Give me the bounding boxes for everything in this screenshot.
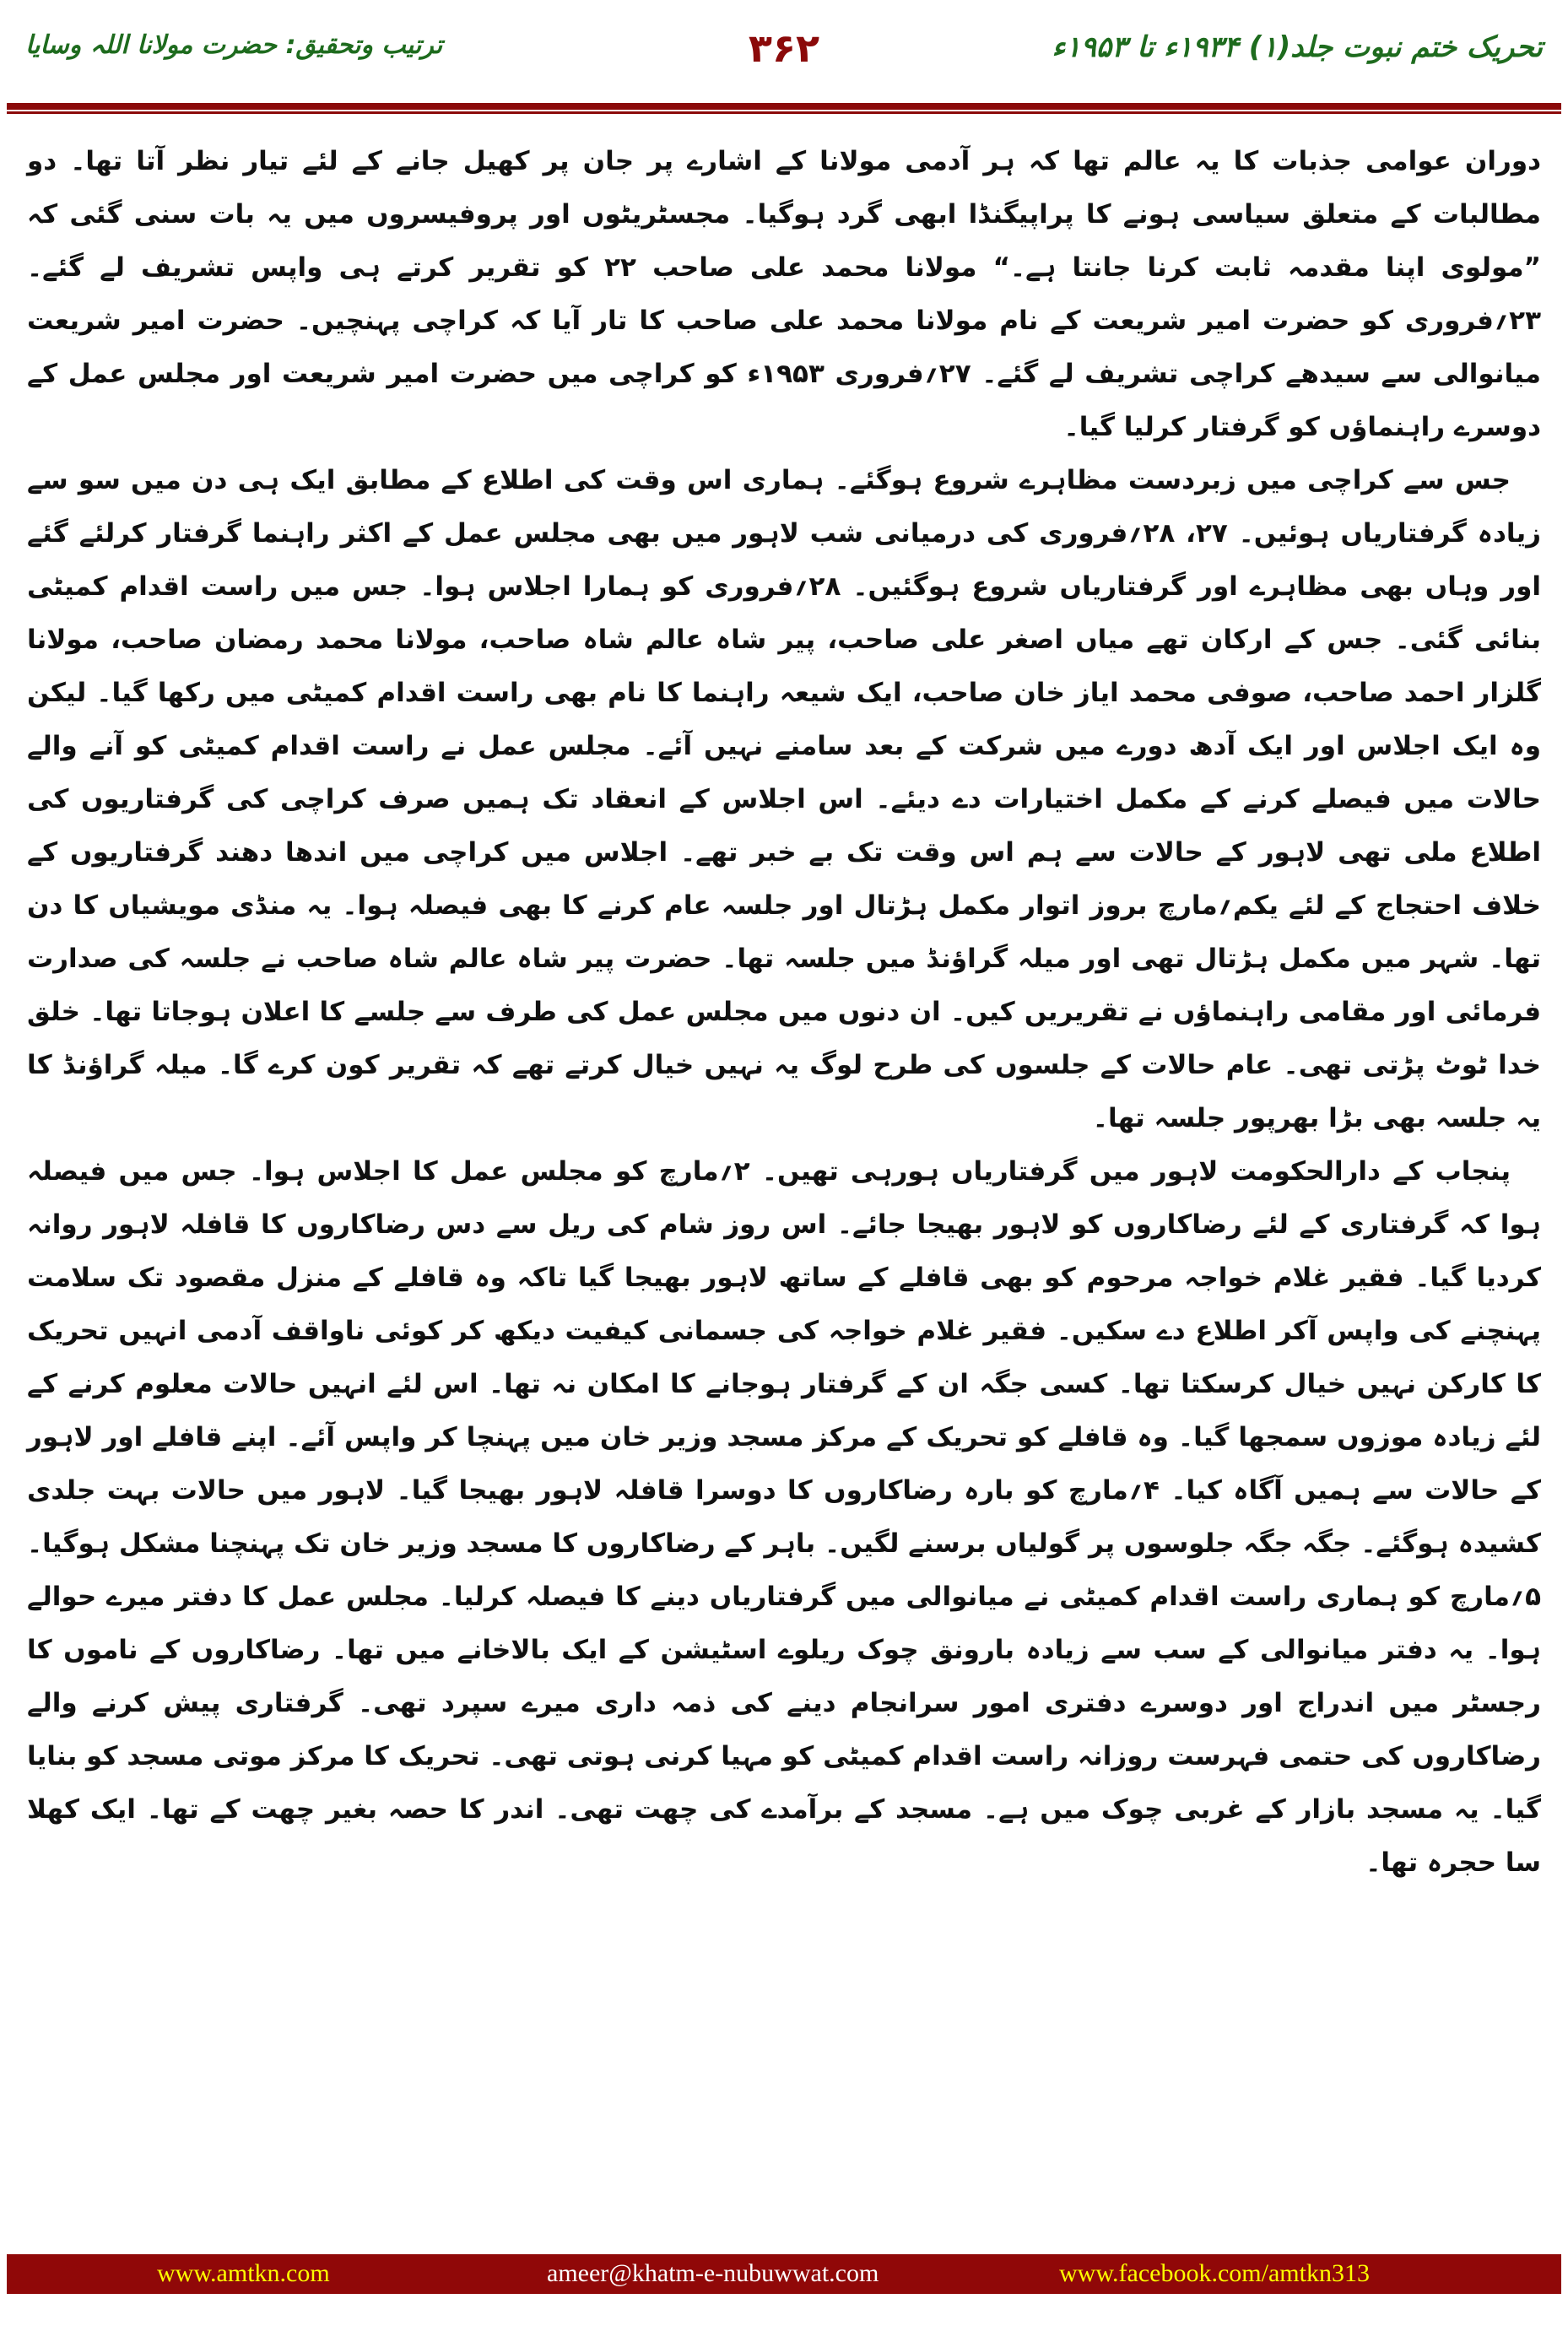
book-title: تحریک ختم نبوت جلد(۱) ۱۹۳۴ء تا ۱۹۵۳ء: [1052, 30, 1543, 64]
paragraph: جس سے کراچی میں زبردست مظاہرے شروع ہوگئے۔ ہماری اس وقت کی اطلاع کے مطابق ایک ہی دن میں سو سے زیادہ گرفتاریاں ہوئیں۔ ۲۷، ۲۸؍فروری کی درمیانی شب لاہور میں بھی مجلس عمل کے اکثر راہنما گرفتار کرلئے گئے اور وہاں بھی مظاہرے اور گرفتاریاں شروع ہوگئیں۔ ۲۸؍فروری کو ہمارا اجلاس ہوا۔ جس میں راست اقدام کمیٹی بنائی گئی۔ جس کے ارکان تھے میاں اصغر علی صاحب، پیر شاہ عالم شاہ صاحب، مولانا محمد رمضان صاحب، مولانا گلزار احمد صاحب، صوفی محمد ایاز خان صاحب، ایک شیعہ راہنما کا نام بھی راست اقدام کمیٹی میں رکھا گیا۔ لیکن وہ ایک اجلاس اور ایک آدھ دورے میں شرکت کے بعد سامنے نہیں آئے۔ مجلس عمل نے راست اقدام کمیٹی کو آنے والے حالات میں فیصلے کرنے کے مکمل اختیارات دے دیئے۔ اس اجلاس کے انعقاد تک ہمیں صرف کراچی کی گرفتاریوں کی اطلاع ملی تھی لاہور کے حالات سے ہم اس وقت تک بے خبر تھے۔ اجلاس میں کراچی میں اندھا دھند گرفتاریوں کے خلاف احتجاج کے لئے یکم؍مارچ بروز اتوار مکمل ہڑتال اور جلسہ عام کرنے کا بھی فیصلہ ہوا۔ یہ منڈی مویشیاں کا دن تھا۔ شہر میں مکمل ہڑتال تھی اور میلہ گراؤنڈ میں جلسہ تھا۔ حضرت پیر شاہ عالم شاہ صاحب نے جلسہ کی صدارت فرمائی اور مقامی راہنماؤں نے تقریریں کیں۔ ان دنوں میں مجلس عمل کی طرف سے جلسے کا اعلان ہوجاتا تھا۔ خلق خدا ٹوٹ پڑتی تھی۔ عام حالات کے جلسوں کی طرح لوگ یہ نہیں خیال کرتے تھے کہ تقریر کون کرے گا۔ میلہ گراؤنڈ کا یہ جلسہ بھی بڑا بھرپور جلسہ تھا۔: [27, 465, 1541, 1133]
compiler-credit: ترتیب وتحقیق: حضرت مولانا اللہ وسایا: [25, 30, 443, 60]
facebook-link[interactable]: www.facebook.com/amtkn313: [1059, 2259, 1370, 2287]
page-body: [27, 135, 1541, 1890]
page-number: ۳۶۲: [748, 25, 820, 71]
paragraph: پنجاب کے دارالحکومت لاہور میں گرفتاریاں ہورہی تھیں۔ ۲؍مارچ کو مجلس عمل کا اجلاس ہوا۔ جس میں فیصلہ ہوا کہ گرفتاری کے لئے رضاکاروں کو لاہور بھیجا جائے۔ اس روز شام کی ریل سے دس رضاکاروں کا قافلہ لاہور روانہ کردیا گیا۔ فقیر غلام خواجہ مرحوم کو بھی قافلے کے ساتھ لاہور بھیجا گیا تاکہ وہ قافلے کے منزل مقصود تک سلامت پہنچنے کی واپس آکر اطلاع دے سکیں۔ فقیر غلام خواجہ کی جسمانی کیفیت دیکھ کر کوئی ناواقف آدمی انہیں تحریک کا کارکن نہیں خیال کرسکتا تھا۔ کسی جگہ ان کے گرفتار ہوجانے کا امکان نہ تھا۔ اس لئے انہیں حالات معلوم کرنے کے لئے زیادہ موزوں سمجھا گیا۔ وہ قافلے کو تحریک کے مرکز مسجد وزیر خان میں پہنچا کر واپس آئے۔ اپنے قافلے اور لاہور کے حالات سے ہمیں آگاہ کیا۔ ۴؍مارچ کو بارہ رضاکاروں کا دوسرا قافلہ لاہور بھیجا گیا۔ لاہور میں حالات بہت جلدی کشیدہ ہوگئے۔ جگہ جگہ جلوسوں پر گولیاں برسنے لگیں۔ باہر کے رضاکاروں کا مسجد وزیر خان تک پہنچنا مشکل ہوگیا۔ ۵؍مارچ کو ہماری راست اقدام کمیٹی نے میانوالی میں گرفتاریاں دینے کا فیصلہ کرلیا۔ مجلس عمل کا دفتر میرے حوالے ہوا۔ یہ دفتر میانوالی کے سب سے زیادہ بارونق چوک ریلوے اسٹیشن کے ایک بالاخانے میں تھا۔ رضاکاروں کے ناموں کا رجسٹر میں اندراج اور دوسرے دفتری امور سرانجام دینے کی ذمہ داری میرے سپرد تھی۔ گرفتاری پیش کرنے والے رضاکاروں کی حتمی فہرست روزانہ راست اقدام کمیٹی کو مہیا کرنی ہوتی تھی۔ تحریک کا مرکز موتی مسجد کو بنایا گیا۔ یہ مسجد بازار کے غربی چوک میں ہے۔ مسجد کے برآمدے کی چھت تھی۔ اندر کا حصہ بغیر چھت کے تھا۔ ایک کھلا سا حجرہ تھا۔: [27, 1156, 1541, 1878]
paragraph: دوران عوامی جذبات کا یہ عالم تھا کہ ہر آدمی مولانا کے اشارے پر جان پر کھیل جانے کے لئے تیار نظر آتا تھا۔ دو مطالبات کے متعلق سیاسی ہونے کا پراپیگنڈا ابھی گرد ہوگیا۔ مجسٹریٹوں اور پروفیسروں میں یہ بات سنی گئی کہ ”مولوی اپنا مقدمہ ثابت کرنا جانتا ہے۔“ مولانا محمد علی صاحب ۲۲ کو تقریر کرتے ہی واپس تشریف لے گئے۔ ۲۳؍فروری کو حضرت امیر شریعت کے نام مولانا محمد علی صاحب کا تار آیا کہ کراچی پہنچیں۔ حضرت امیر شریعت میانوالی سے سیدھے کراچی تشریف لے گئے۔ ۲۷؍فروری ۱۹۵۳ء کو کراچی میں حضرت امیر شریعت اور مجلس عمل کے دوسرے راہنماؤں کو گرفتار کرلیا گیا۔: [27, 146, 1541, 442]
header-divider-thin: [7, 111, 1561, 114]
page-header: [25, 25, 1543, 84]
header-divider-thick: [7, 103, 1561, 110]
website-link[interactable]: www.amtkn.com: [157, 2259, 330, 2287]
page-footer: [7, 2254, 1561, 2294]
email-link[interactable]: ameer@khatm-e-nubuwwat.com: [547, 2259, 879, 2287]
